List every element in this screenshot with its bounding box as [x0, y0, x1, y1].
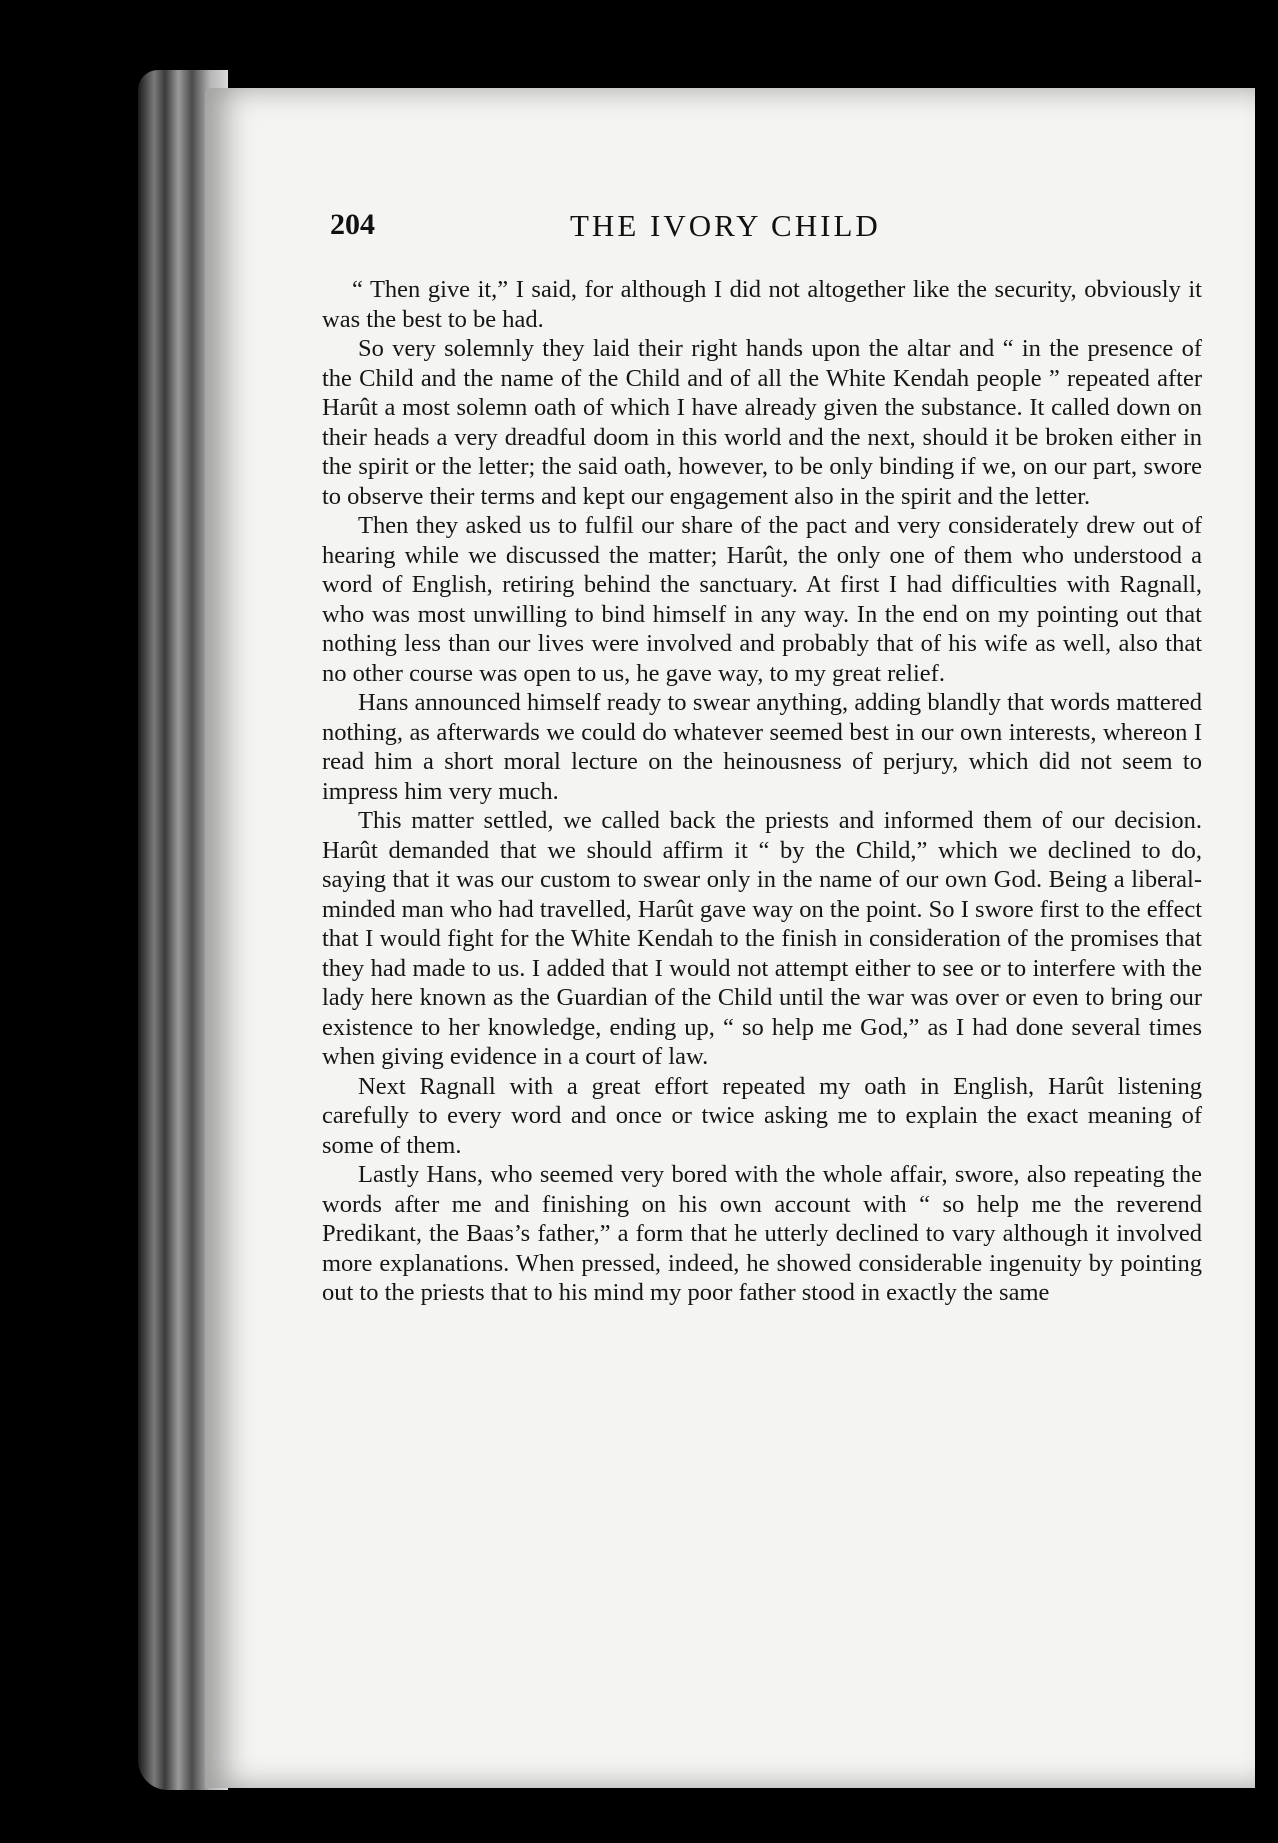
paragraph: Then they asked us to fulfil our share of the pact and very considerately drew out of hearing while we discussed the matter; Harût, the only one of them who understood a word of English, retiring behind the sanctuary. At first I had difficulties with Ragnall, who was most unwilling to bind himself in any way. In the end on my pointing out that nothing less than our lives were involved and probably that of his wife as well, also that no other course was open to us, he gave way, to my great relief.: [322, 512, 1202, 687]
running-title: THE IVORY CHILD: [570, 208, 881, 243]
paragraph: This matter settled, we called back the priests and informed them of our decision. Harût demanded that we should affirm it “ by the Child,” which we declined to do, saying that it was our custom to swear only in the name of our own God. Being a liberal-minded man who had travelled, Harût gave way on the point. So I swore first to the effect that I would fight for the White Kendah to the finish in consideration of the promises that they had made to us. I added that I would not attempt either to see or to interfere with the lady here known as the Guardian of the Child until the war was over or even to bring our existence to her knowledge, ending up, “ so help me God,” as I had done several times when giving evidence in a court of law.: [322, 807, 1202, 1070]
page-header: [330, 208, 1220, 258]
page-number: 204: [330, 208, 375, 241]
paragraph: Hans announced himself ready to swear anything, adding blandly that words mattered nothing, as afterwards we could do whatever seemed best in our own interests, whereon I read him a short moral lecture on the heinousness of perjury, which did not seem to impress him very much.: [322, 689, 1202, 805]
paragraph: Next Ragnall with a great effort repeated my oath in English, Harût listening carefully to every word and once or twice asking me to explain the exact meaning of some of them.: [322, 1072, 1202, 1159]
body-text: [322, 275, 1202, 1308]
paragraph: So very solemnly they laid their right hands upon the altar and “ in the presence of the Child and the name of the Child and of all the White Kendah people ” repeated after Harût a most solemn oath of which I have already given the substance. It called down on their heads a very dreadful doom in this world and the next, should it be broken either in the spirit or the letter; the said oath, however, to be only binding if we, on our part, swore to observe their terms and kept our engagement also in the spirit and the letter.: [322, 335, 1202, 510]
paragraph: Lastly Hans, who seemed very bored with the whole affair, swore, also repeating the words after me and finishing on his own account with “ so help me the reverend Predikant, the Baas’s father,” a form that he utterly declined to vary although it involved more explanations. When pressed, indeed, he showed considerable ingenuity by pointing out to the priests that to his mind my poor father stood in exactly the same: [322, 1161, 1202, 1306]
paragraph: “ Then give it,” I said, for although I did not altogether like the security, obviously it was the best to be had.: [322, 276, 1202, 333]
